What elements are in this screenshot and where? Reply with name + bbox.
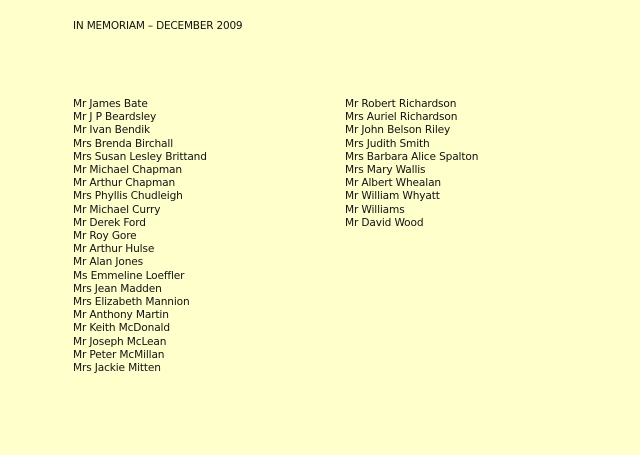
name-entry: Mr Arthur Chapman [73, 177, 176, 190]
name-entry: Mrs Auriel Richardson [345, 111, 458, 124]
name-entry: Mr Michael Curry [73, 203, 161, 216]
name-entry: Mrs Phyllis Chudleigh [73, 190, 183, 203]
name-entry: Mr Robert Richardson [345, 98, 457, 110]
name-entry: Mrs Elizabeth Mannion [73, 296, 190, 309]
names-column-left [73, 98, 207, 375]
name-entry: Mr Michael Chapman [73, 164, 182, 177]
name-entry: Mr William Whyatt [345, 190, 440, 203]
name-entry: Mrs Jackie Mitten [73, 362, 161, 375]
name-entry: Mr Keith McDonald [73, 322, 170, 335]
name-entry: Mrs Susan Lesley Brittand [73, 150, 207, 163]
name-entry: Mr Anthony Martin [73, 309, 169, 322]
name-entry: Mr John Belson Riley [345, 124, 451, 137]
name-entry: Mr Peter McMillan [73, 348, 165, 361]
name-entry: Mr Ivan Bendik [73, 124, 151, 137]
names-column-right [345, 98, 478, 230]
name-entry: Mr J P Beardsley [73, 111, 157, 124]
name-entry: Mrs Mary Wallis [345, 164, 426, 177]
name-entry: Mr Joseph McLean [73, 335, 167, 348]
name-entry: Mr Albert Whealan [345, 177, 441, 190]
name-entry: Mr James Bate [73, 98, 148, 110]
name-entry: Mr Arthur Hulse [73, 243, 155, 256]
name-entry: Ms Emmeline Loeffler [73, 269, 185, 282]
name-entry: Mr David Wood [345, 216, 424, 229]
name-entry: Mr Williams [345, 203, 405, 216]
name-entry: Mrs Judith Smith [345, 137, 430, 150]
name-entry: Mr Alan Jones [73, 256, 144, 269]
name-entry: Mr Roy Gore [73, 230, 137, 243]
name-entry: Mr Derek Ford [73, 216, 146, 229]
name-entry: Mrs Jean Madden [73, 282, 162, 295]
page-title: IN MEMORIAM – DECEMBER 2009 [73, 20, 243, 32]
name-entry: Mrs Brenda Birchall [73, 137, 173, 150]
name-entry: Mrs Barbara Alice Spalton [345, 150, 479, 163]
